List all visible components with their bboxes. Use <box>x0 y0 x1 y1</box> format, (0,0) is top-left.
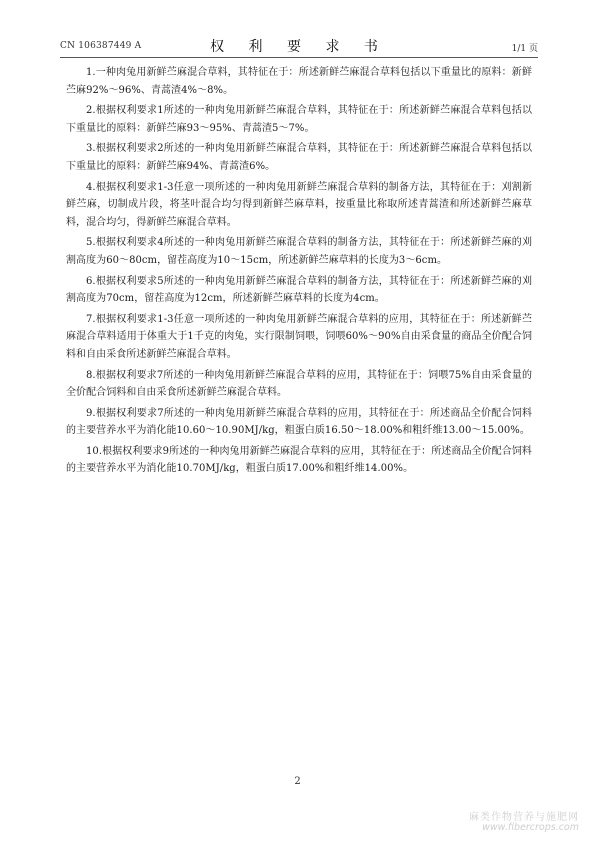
document-header <box>60 36 538 58</box>
claim-2: 2.根据权利要求1所述的一种肉兔用新鲜苎麻混合草料，其特征在于：所述新鲜苎麻混合草料包括以下重量比的原料：新鲜苎麻93～95%、青蒿渣5～7%。 <box>66 105 532 134</box>
claim-4: 4.根据权利要求1-3任意一项所述的一种肉兔用新鲜苎麻混合草料的制备方法，其特征在于：刈割新鲜苎麻，切制成片段，将茎叶混合均匀得到新鲜苎麻草料，按重量比称取所述青蒿渣和所述新鲜苎麻草料，混合均匀，得新鲜苎麻混合草料。 <box>66 181 532 228</box>
claim-7: 7.根据权利要求1-3任意一项所述的一种肉兔用新鲜苎麻混合草料的应用，其特征在于：所述新鲜苎麻混合草料适用于体重大于1千克的肉兔，实行限制饲喂，饲喂60%～90%自由采食量的商品全价配合饲料和自由采食所述新鲜苎麻混合草料。 <box>66 313 532 360</box>
watermark-url: www.fibercrops.com <box>482 822 579 833</box>
watermark-site-name: 麻类作物营养与施肥网 <box>469 812 579 823</box>
claim-10: 10.根据权利要求9所述的一种肉兔用新鲜苎麻混合草料的应用，其特征在于：所述商品全价配合饲料的主要营养水平为消化能10.70MJ/kg，粗蛋白质17.00%和粗纤维14.00%。 <box>66 445 532 475</box>
claim-1: 1.一种肉兔用新鲜苎麻混合草料，其特征在于：所述新鲜苎麻混合草料包括以下重量比的原料：新鲜苎麻92%～96%、青蒿渣4%～8%。 <box>66 67 532 96</box>
page-number: 2 <box>294 776 301 787</box>
header-divider <box>60 57 538 58</box>
publication-number: CN 106387449 A <box>60 41 142 51</box>
claim-8: 8.根据权利要求7所述的一种肉兔用新鲜苎麻混合草料的应用，其特征在于：饲喂75%自由采食量的全价配合饲料和自由采食所述新鲜苎麻混合草料。 <box>66 369 532 399</box>
claim-5: 5.根据权利要求4所述的一种肉兔用新鲜苎麻混合草料的制备方法，其特征在于：所述新鲜苎麻的刈割高度为60～80cm，留茬高度为10～15cm，所述新鲜苎麻草料的长度为3～6cm。 <box>66 237 532 266</box>
document-title: 权 利 要 求 书 <box>210 39 388 55</box>
page-indicator: 1/1 页 <box>511 44 538 54</box>
claims-list <box>66 64 532 481</box>
claim-6: 6.根据权利要求5所述的一种肉兔用新鲜苎麻混合草料的制备方法，其特征在于：所述新鲜苎麻的刈割高度为70cm，留茬高度为12cm，所述新鲜苎麻草料的长度为4cm。 <box>66 275 532 305</box>
claim-9: 9.根据权利要求7所述的一种肉兔用新鲜苎麻混合草料的应用，其特征在于：所述商品全价配合饲料的主要营养水平为消化能10.60～10.90MJ/kg，粗蛋白质16.50～18.00%和粗纤维13.00～15.00%。 <box>66 407 532 437</box>
claim-3: 3.根据权利要求2所述的一种肉兔用新鲜苎麻混合草料，其特征在于：所述新鲜苎麻混合草料包括以下重量比的原料：新鲜苎麻94%、青蒿渣6%。 <box>66 143 532 172</box>
